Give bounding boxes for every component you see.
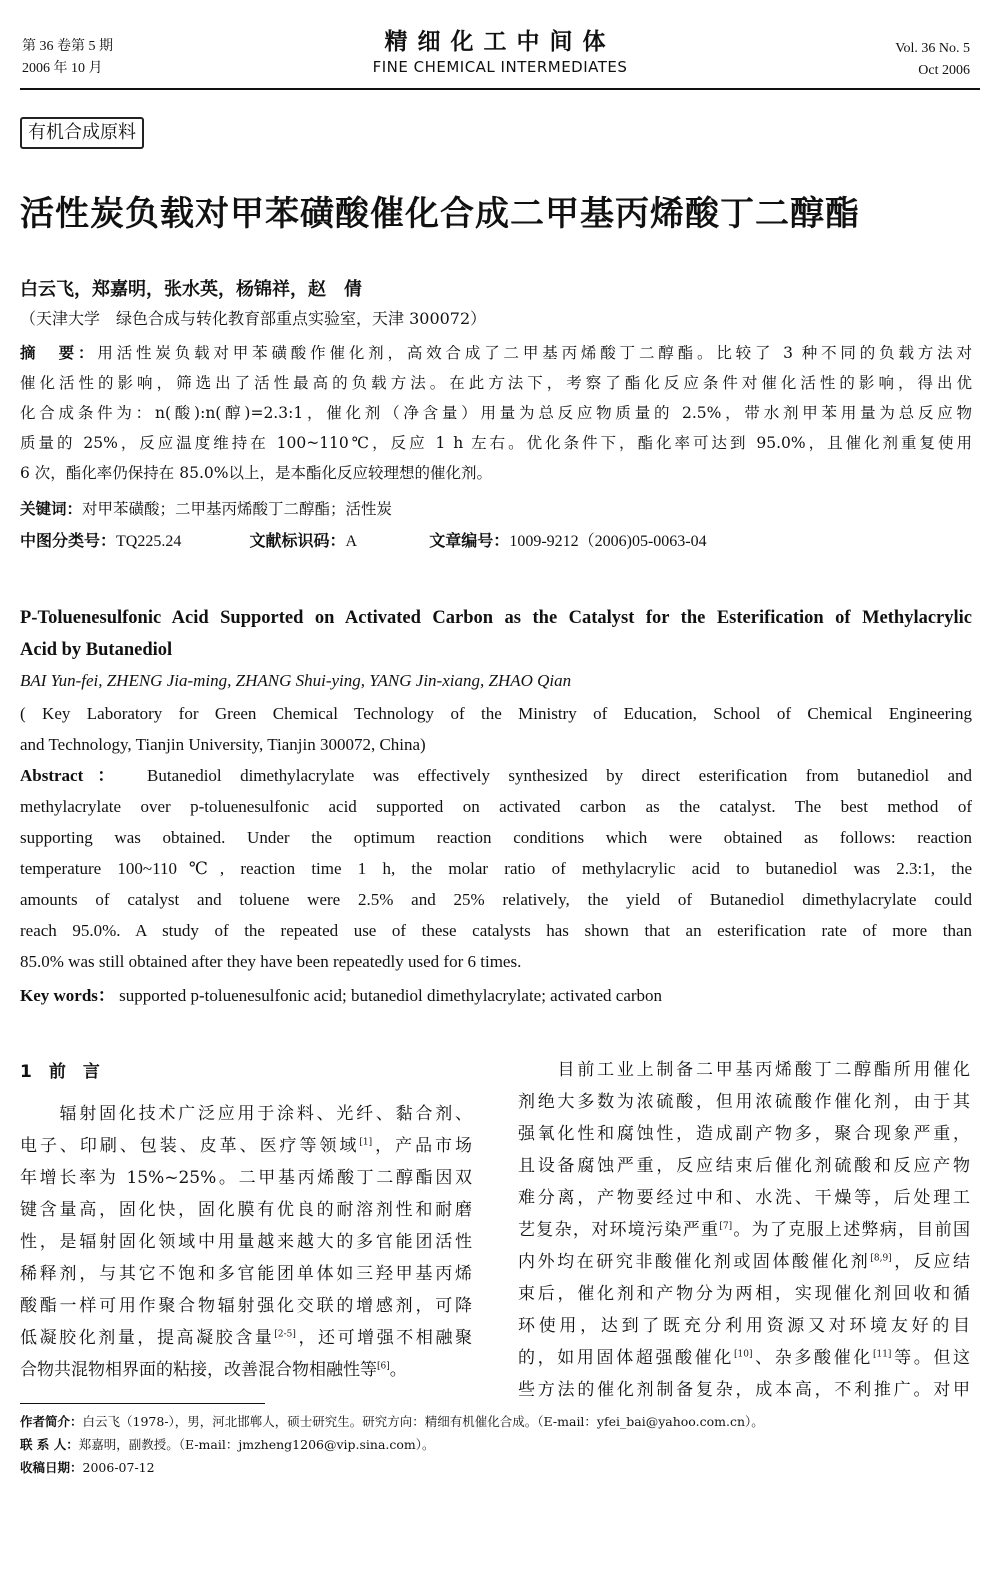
article-number-value: 1009-9212（2006)05-0063-04 (509, 533, 707, 550)
header-right (895, 38, 970, 82)
journal-title-cn: 精细化工中间体 (384, 28, 616, 55)
clc-value: TQ225.24 (116, 533, 182, 550)
citation: [6] (377, 1361, 390, 1372)
footnote-author: 作者简介：白云飞（1978-），男，河北邯郸人，硕士研究生。研究方向：精细有机催化合成。（E-mail：yfei_bai@yahoo.com.cn）。 (20, 1414, 764, 1429)
header-left (22, 36, 113, 80)
citation: [1] (359, 1137, 373, 1148)
journal-masthead (300, 28, 700, 78)
affiliation-cn: （天津大学 绿色合成与转化教育部重点实验室，天津 300072） (20, 309, 487, 328)
body-column-right (518, 1054, 970, 1406)
abstract-cn-line: 催化活性的影响，筛选出了活性最高的负载方法。在此方法下，考察了酯化反应条件对催化活性的影响，得出优 (20, 374, 972, 392)
abstract-en-line: methylacrylate over p-toluenesulfonic acid supported on activated carbon as the catalyst. The best method of (20, 797, 972, 816)
keywords-cn-label: 关键词： (20, 500, 83, 518)
body-line: 性，是辐射固化领域中用量越来越大的多官能团活性 (20, 1232, 472, 1252)
citation: [8,9] (870, 1253, 892, 1264)
body-line: 电子、印刷、包装、皮革、医疗等领域[1]，产品市场 (20, 1136, 473, 1156)
keywords-en (20, 980, 972, 1011)
volume-en: Vol. 36 No. 5 (895, 41, 970, 56)
body-line: 束后，催化剂和产物分为两相，实现催化剂回收和循 (518, 1284, 970, 1304)
doc-code-value: A (345, 533, 358, 550)
clc-label: 中图分类号： (20, 531, 117, 550)
citation: [7] (719, 1221, 733, 1232)
body-line: 剂绝大多数为浓硫酸，但用浓硫酸作催化剂，由于其 (518, 1092, 970, 1112)
abstract-cn-line: 质量的 25%，反应温度维持在 100~110℃，反应 1 h 左右。优化条件下，酯化率可达到 95.0%，且催化剂重复使用 (20, 434, 972, 452)
body-line: 环使用，达到了既充分利用资源又对环境友好的目 (518, 1316, 970, 1336)
keywords-cn (20, 494, 972, 524)
body-line: 低凝胶化剂量，提高凝胶含量[2-5]，还可增强不相融聚 (20, 1328, 473, 1348)
title-en-line: Acid by Butanediol (20, 640, 173, 660)
body-line: 辐射固化技术广泛应用于涂料、光纤、黏合剂、 (20, 1104, 472, 1124)
body-line: 年增长率为 15%~25%。二甲基丙烯酸丁二醇酯因双 (20, 1168, 472, 1188)
body-line: 难分离，产物要经过中和、水洗、干燥等，后处理工 (518, 1188, 970, 1208)
authors-en: BAI Yun-fei, ZHENG Jia-ming, ZHANG Shui-ying, YANG Jin-xiang, ZHAO Qian (20, 671, 572, 690)
section-tag: 有机合成原料 (20, 117, 144, 149)
section-heading: 1 前 言 (20, 1062, 100, 1082)
keywords-en-label: Key words： (20, 986, 115, 1005)
title-cn: 活性炭负载对甲苯磺酸催化合成二甲基丙烯酸丁二醇酯 (20, 194, 860, 234)
footnotes (20, 1410, 764, 1479)
body-line: 的，如用固体超强酸催化[10]、杂多酸催化[11]等。但这 (518, 1348, 971, 1368)
body-line: 键含量高，固化快，固化膜有优良的耐溶剂性和耐磨 (20, 1200, 472, 1220)
article-number-label: 文章编号： (429, 531, 510, 550)
abstract-en-line: supporting was obtained. Under the optimum reaction conditions which were obtained as follows: reaction (20, 828, 972, 847)
doc-code-label: 文献标识码： (249, 531, 346, 550)
abstract-en (20, 760, 972, 977)
body-line: 强氧化性和腐蚀性，造成副产物多，聚合现象严重， (518, 1124, 970, 1144)
abstract-en-line: Abstract： Butanediol dimethylacrylate was effectively synthesized by direct esterification from butanediol and (20, 766, 973, 785)
affiliation-en (20, 698, 972, 760)
body-line: 酸酯一样可用作聚合物辐射强化交联的增感剂，可降 (20, 1296, 472, 1316)
body-line: 目前工业上制备二甲基丙烯酸丁二醇酯所用催化 (518, 1060, 970, 1080)
abstract-cn-line: 化合成条件为：n(酸):n(醇)=2.3:1，催化剂（净含量）用量为总反应物质量的 2.5%，带水剂甲苯用量为总反应物 (20, 404, 972, 422)
authors-cn: 白云飞，郑嘉明，张水英，杨锦祥，赵 倩 (20, 279, 362, 300)
footnote-rule (20, 1403, 265, 1404)
abstract-cn-label: 摘 要： (20, 344, 98, 362)
body-line: 且设备腐蚀严重，反应结束后催化剂硫酸和反应产物 (518, 1156, 970, 1176)
abstract-en-label: Abstract： (20, 766, 129, 785)
date-cn: 2006 年 10 月 (22, 61, 103, 76)
header-rule (20, 88, 980, 90)
classification-line (20, 526, 972, 557)
abstract-en-line: 85.0% was still obtained after they have been repeatedly used for 6 times. (20, 952, 522, 971)
volume-cn: 第 36 卷第 5 期 (22, 39, 113, 54)
journal-title-en: FINE CHEMICAL INTERMEDIATES (372, 58, 628, 76)
abstract-en-line: amounts of catalyst and toluene were 2.5% and 25% relatively, the yield of Butanediol dimethylacrylate could (20, 890, 972, 909)
abstract-cn (20, 338, 972, 488)
affiliation-en-line: and Technology, Tianjin University, Tianjin 300072, China) (20, 735, 426, 754)
citation: [2-5] (274, 1329, 296, 1340)
body-line: 些方法的催化剂制备复杂，成本高，不利推广。对甲 (518, 1380, 970, 1400)
body-line: 艺复杂，对环境污染严重[7]。为了克服上述弊病，目前国 (518, 1220, 971, 1240)
body-line: 内外均在研究非酸催化剂或固体酸催化剂[8,9]，反应结 (518, 1252, 971, 1272)
citation: [10] (734, 1349, 753, 1360)
title-en (20, 602, 972, 666)
abstract-en-line: temperature 100~110℃, reaction time 1 h, the molar ratio of methylacrylic acid to butanediol was 2.3:1, the (20, 859, 972, 878)
citation: [11] (872, 1349, 892, 1360)
keywords-cn-text: 对甲苯磺酸；二甲基丙烯酸丁二醇酯；活性炭 (82, 500, 393, 518)
footnote-contact: 联 系 人：郑嘉明，副教授。（E-mail：jmzheng1206@vip.sina.com）。 (20, 1437, 435, 1452)
title-en-line: P-Toluenesulfonic Acid Supported on Activated Carbon as the Catalyst for the Esterification of Methylacrylic (20, 608, 972, 628)
abstract-cn-line: 摘 要：用活性炭负载对甲苯磺酸作催化剂，高效合成了二甲基丙烯酸丁二醇酯。比较了 3 种不同的负载方法对 (20, 344, 972, 362)
affiliation-en-line: ( Key Laboratory for Green Chemical Technology of the Ministry of Education, School of Chemical Engineering (20, 704, 972, 723)
date-en: Oct 2006 (918, 63, 970, 78)
body-column-left (20, 1056, 472, 1386)
footnote-received: 收稿日期：2006-07-12 (20, 1460, 155, 1475)
body-line: 合物共混物相界面的粘接，改善混合物相融性等[6]。 (20, 1360, 407, 1380)
abstract-en-line: reach 95.0%. A study of the repeated use of these catalysts has shown that an esterification rate of more than (20, 921, 972, 940)
keywords-en-text: supported p-toluenesulfonic acid; butanediol dimethylacrylate; activated carbon (119, 986, 663, 1005)
abstract-cn-line: 6 次，酯化率仍保持在 85.0%以上，是本酯化反应较理想的催化剂。 (20, 464, 492, 482)
body-line: 稀释剂，与其它不饱和多官能团单体如三羟甲基丙烯 (20, 1264, 472, 1284)
